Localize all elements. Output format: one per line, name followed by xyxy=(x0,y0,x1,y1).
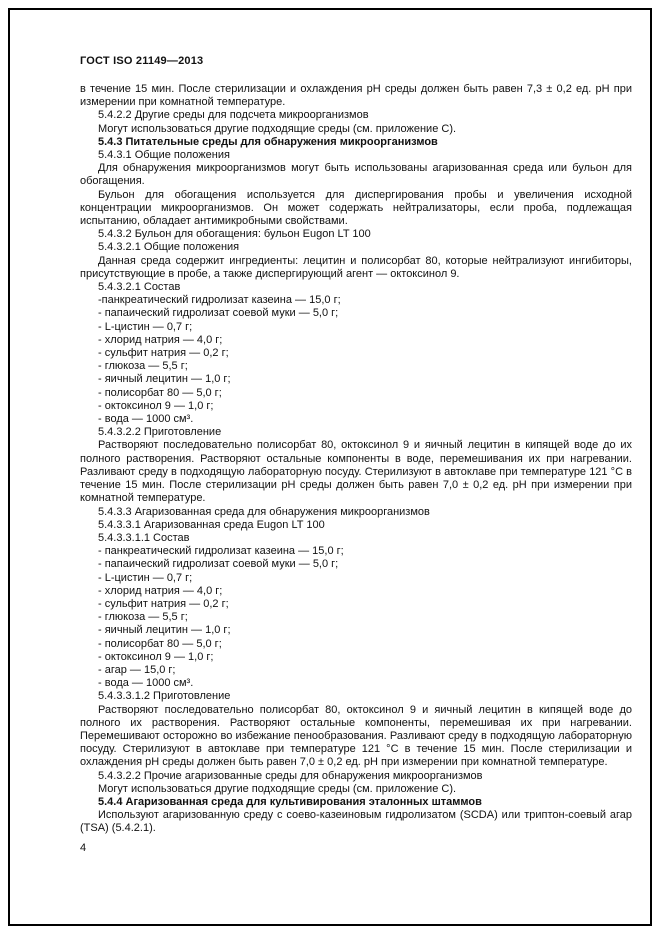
paragraph: Растворяют последовательно полисорбат 80, октоксинол 9 и яичный лецитин в кипящей воде до их полного растворения. Растворяют остальные компоненты в воде, перемешивания их при нагревании. Разливают среду в подходящую лабораторную посуду. Стерилизуют в автоклаве при температуре 121 °С в течение 15 мин. После стерилизации pH среды должен быть равен 7,0 ± 0,2 ед. pH при измерении при комнатной температуре. xyxy=(80,439,632,505)
paragraph: 5.4.3.2.1 Состав xyxy=(98,281,181,294)
paragraph: Растворяют последовательно полисорбат 80, октоксинол 9 и яичный лецитин в кипящей воде до полного их растворения. Растворяют остальные компоненты, перемешивая их при нагревании. Перемешивают осторожно во избежание пенообразования. Разливают среду в подходящую лабораторную посуду. Стерилизуют в автоклаве при температуре 121 °С в течение 15 мин. После стерилизации и охлаждения pH среды должен быть равен 7,0 ± 0,2 ед. pH при измерении при комнатной температуре. xyxy=(80,703,632,769)
composition-list-item: - папаический гидролизат соевой муки — 5,0 г; xyxy=(98,558,339,571)
composition-list-item: - папаический гидролизат соевой муки — 5,0 г; xyxy=(98,307,339,320)
composition-list-item: - полисорбат 80 — 5,0 г; xyxy=(98,637,222,650)
paragraph: 5.4.3.3 Агаризованная среда для обнаружения микроорганизмов xyxy=(98,505,430,518)
paragraph: 5.4.3.3.1.1 Состав xyxy=(98,531,190,544)
composition-list-item: - L-цистин — 0,7 г; xyxy=(98,320,193,333)
paragraph: 5.4.3.2.2 Приготовление xyxy=(98,426,222,439)
composition-list-item: - панкреатический гидролизат казеина — 15,0 г; xyxy=(98,545,344,558)
section-heading: 5.4.3 Питательные среды для обнаружения микроорганизмов xyxy=(98,135,438,148)
composition-list-item: - вода — 1000 см³. xyxy=(98,413,194,426)
composition-list-item: - агар — 15,0 г; xyxy=(98,663,176,676)
composition-list-item: -панкреатический гидролизат казеина — 15,0 г; xyxy=(98,294,341,307)
composition-list-item: - яичный лецитин — 1,0 г; xyxy=(98,373,231,386)
paragraph: 5.4.3.2.2 Прочие агаризованные среды для обнаружения микроорганизмов xyxy=(98,769,483,782)
paragraph: Могут использоваться другие подходящие среды (см. приложение С). xyxy=(98,122,457,135)
paragraph: 5.4.2.2 Другие среды для подсчета микроорганизмов xyxy=(98,109,369,122)
paragraph: Могут использоваться другие подходящие среды (см. приложение С). xyxy=(98,782,457,795)
paragraph: Используют агаризованную среду с соево-казеиновым гидролизатом (SCDA) или триптон-соевый агар (TSA) (5.4.2.1). xyxy=(80,809,632,835)
paragraph: 5.4.3.2.1 Общие положения xyxy=(98,241,240,254)
paragraph: в течение 15 мин. После стерилизации и охлаждения pH среды должен быть равен 7,3 ± 0,2 ед. pH при измерении при комнатной температуре. xyxy=(80,83,632,109)
document-body xyxy=(80,83,632,836)
composition-list-item: - хлорид натрия — 4,0 г; xyxy=(98,333,223,346)
composition-list-item: - вода — 1000 см³. xyxy=(98,677,194,690)
composition-list-item: - полисорбат 80 — 5,0 г; xyxy=(98,386,222,399)
composition-list-item: - хлорид натрия — 4,0 г; xyxy=(98,584,223,597)
composition-list-item: - сульфит натрия — 0,2 г; xyxy=(98,597,229,610)
section-heading: 5.4.4 Агаризованная среда для культивирования эталонных штаммов xyxy=(98,795,482,808)
composition-list-item: - октоксинол 9 — 1,0 г; xyxy=(98,399,214,412)
document-designation: ГОСТ ISO 21149—2013 xyxy=(80,55,204,67)
page-number: 4 xyxy=(80,842,87,854)
paragraph: Бульон для обогащения используется для диспергирования пробы и увеличения исходной концентрации микроорганизмов. Он может содержать нейтрализаторы, если проба, подлежащая испытанию, обладает антимикробными свойствами. xyxy=(80,188,632,228)
composition-list-item: - L-цистин — 0,7 г; xyxy=(98,571,193,584)
paragraph: 5.4.3.3.1.2 Приготовление xyxy=(98,690,231,703)
composition-list-item: - сульфит натрия — 0,2 г; xyxy=(98,347,229,360)
composition-list-item: - октоксинол 9 — 1,0 г; xyxy=(98,650,214,663)
composition-list-item: - глюкоза — 5,5 г; xyxy=(98,360,188,373)
paragraph: Данная среда содержит ингредиенты: лецитин и полисорбат 80, которые нейтрализуют ингибиторы, присутствующие в пробе, а также диспергирующий агент — октоксинол 9. xyxy=(80,254,632,280)
composition-list-item: - яичный лецитин — 1,0 г; xyxy=(98,624,231,637)
composition-list-item: - глюкоза — 5,5 г; xyxy=(98,611,188,624)
paragraph: Для обнаружения микроорганизмов могут быть использованы агаризованная среда или бульон для обогащения. xyxy=(80,162,632,188)
paragraph: 5.4.3.3.1 Агаризованная среда Eugon LT 100 xyxy=(98,518,325,531)
paragraph: 5.4.3.2 Бульон для обогащения: бульон Eugon LT 100 xyxy=(98,228,371,241)
paragraph: 5.4.3.1 Общие положения xyxy=(98,149,230,162)
